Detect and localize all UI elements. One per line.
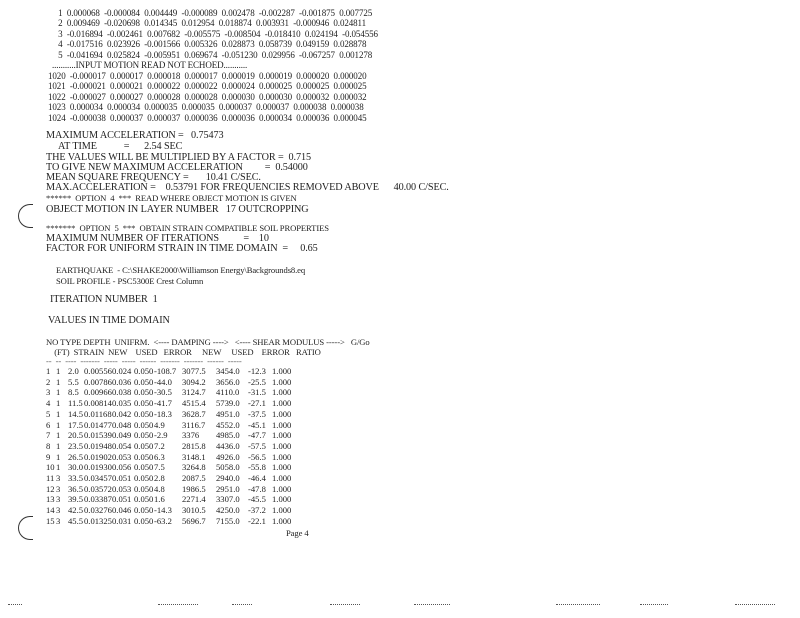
cell-soil-type: 1 bbox=[56, 430, 61, 441]
cell-damping-new: 0.024 bbox=[112, 366, 132, 376]
cell-depth: 30.0 bbox=[68, 462, 84, 473]
cell-depth: 33.5 bbox=[68, 473, 84, 483]
cell-strain: 0.01539 bbox=[84, 430, 112, 441]
soil-profile: SOIL PROFILE - PSC5300E Crest Column bbox=[56, 276, 204, 286]
cell-damping-new: 0.035 bbox=[112, 398, 132, 409]
cell-layer-no: 8 bbox=[46, 440, 51, 451]
table-row bbox=[46, 452, 426, 462]
cell-damping-used: 0.050 bbox=[134, 430, 154, 441]
cell-gg0-ratio: 1.000 bbox=[272, 430, 292, 441]
cell-damping-used: 0.050 bbox=[134, 387, 154, 398]
cell-modulus-new: 3628.7 bbox=[182, 408, 206, 419]
cell-soil-type: 1 bbox=[56, 408, 61, 419]
cell-strain: 0.01930 bbox=[84, 462, 112, 473]
values-in-time-domain: VALUES IN TIME DOMAIN bbox=[48, 315, 170, 326]
cell-modulus-error: -37.2 bbox=[248, 505, 266, 516]
data-line: 1 0.000068 -0.000084 0.004449 -0.000089 0.002478 -0.002287 -0.001875 0.007725 bbox=[56, 8, 373, 18]
scan-speckle bbox=[330, 604, 360, 607]
table-row bbox=[46, 398, 426, 408]
cell-modulus-used: 2951.0 bbox=[216, 483, 240, 494]
cell-damping-new: 0.038 bbox=[112, 387, 132, 398]
cell-modulus-error: -45.5 bbox=[248, 494, 266, 505]
cell-gg0-ratio: 1.000 bbox=[272, 376, 292, 387]
cell-layer-no: 7 bbox=[46, 430, 51, 441]
cell-modulus-used: 3307.0 bbox=[216, 494, 240, 505]
cell-damping-error: -108.7 bbox=[154, 366, 177, 376]
cell-depth: 5.5 bbox=[68, 376, 79, 387]
uniform-strain-factor: FACTOR FOR UNIFORM STRAIN IN TIME DOMAIN = 0.65 bbox=[46, 243, 318, 254]
table-row bbox=[46, 505, 426, 515]
punch-hole-mark bbox=[18, 516, 33, 540]
option-5-title: ******* OPTION 5 *** OBTAIN STRAIN COMPATIBLE SOIL PROPERTIES bbox=[46, 223, 329, 233]
earthquake-file: EARTHQUAKE - C:\SHAKE2000\Williamson Energy\Backgrounds8.eq bbox=[56, 265, 306, 275]
at-time: AT TIME = 2.54 SEC bbox=[58, 141, 183, 152]
data-line: 5 -0.041694 0.025824 -0.005951 0.069674 -0.051230 0.029956 -0.067257 0.001278 bbox=[56, 49, 373, 60]
cell-layer-no: 4 bbox=[46, 398, 51, 409]
cell-modulus-used: 4552.0 bbox=[216, 419, 240, 430]
cell-damping-new: 0.046 bbox=[112, 505, 132, 516]
cell-depth: 2.0 bbox=[68, 366, 79, 376]
cell-modulus-new: 4515.4 bbox=[182, 398, 206, 409]
cell-damping-new: 0.042 bbox=[112, 408, 132, 419]
cell-strain: 0.01902 bbox=[84, 451, 112, 462]
cell-modulus-used: 4926.0 bbox=[216, 451, 240, 462]
cell-damping-error: -18.3 bbox=[154, 408, 172, 419]
cell-damping-new: 0.049 bbox=[112, 430, 132, 441]
cell-damping-error: -2.9 bbox=[154, 430, 168, 441]
cell-depth: 20.5 bbox=[68, 430, 84, 441]
scan-speckle bbox=[158, 604, 198, 607]
punch-hole-mark bbox=[18, 204, 33, 228]
cell-strain: 0.00814 bbox=[84, 398, 112, 409]
max-iterations: MAXIMUM NUMBER OF ITERATIONS = 10 bbox=[46, 233, 269, 244]
table-row bbox=[46, 462, 426, 472]
cell-modulus-error: -22.1 bbox=[248, 515, 266, 526]
scan-speckle bbox=[232, 604, 252, 607]
cell-soil-type: 1 bbox=[56, 366, 61, 376]
cell-strain: 0.01168 bbox=[84, 408, 112, 419]
cell-layer-no: 5 bbox=[46, 408, 51, 419]
cell-strain: 0.03276 bbox=[84, 505, 112, 516]
cell-soil-type: 1 bbox=[56, 419, 61, 430]
cell-damping-error: -41.7 bbox=[154, 398, 172, 409]
cell-gg0-ratio: 1.000 bbox=[272, 419, 292, 430]
table-row bbox=[46, 430, 426, 440]
cell-damping-error: 4.9 bbox=[154, 419, 165, 430]
cell-modulus-new: 3376 bbox=[182, 430, 200, 441]
table-row bbox=[46, 366, 426, 376]
cell-modulus-error: -25.5 bbox=[248, 376, 266, 387]
cell-soil-type: 1 bbox=[56, 376, 61, 387]
scan-speckle bbox=[640, 604, 668, 607]
cell-modulus-error: -12.3 bbox=[248, 366, 266, 376]
cell-strain: 0.00786 bbox=[84, 376, 112, 387]
cell-depth: 11.5 bbox=[68, 398, 83, 409]
cell-depth: 14.5 bbox=[68, 408, 84, 419]
table-row bbox=[46, 516, 426, 526]
table-row bbox=[46, 484, 426, 494]
cell-strain: 0.01948 bbox=[84, 440, 112, 451]
data-line: 3 -0.016894 -0.002461 0.007682 -0.005575 -0.008504 -0.018410 0.024194 -0.054556 bbox=[56, 28, 378, 39]
mean-square-frequency: MEAN SQUARE FREQUENCY = 10.41 C/SEC. bbox=[46, 172, 261, 183]
cell-modulus-used: 7155.0 bbox=[216, 515, 240, 526]
cell-modulus-used: 3656.0 bbox=[216, 376, 240, 387]
cell-soil-type: 3 bbox=[56, 494, 61, 505]
max-acceleration: MAXIMUM ACCELERATION = 0.75473 bbox=[46, 130, 224, 141]
cell-soil-type: 1 bbox=[56, 451, 61, 462]
cell-layer-no: 2 bbox=[46, 376, 51, 387]
cell-damping-used: 0.050 bbox=[134, 398, 154, 409]
cell-strain: 0.00556 bbox=[84, 366, 112, 376]
cell-damping-new: 0.051 bbox=[112, 473, 132, 483]
table-row bbox=[46, 387, 426, 397]
cell-damping-used: 0.050 bbox=[134, 473, 154, 483]
cell-soil-type: 3 bbox=[56, 483, 61, 494]
data-line: 1022 -0.000027 0.000027 0.000028 0.000028 0.000030 0.000030 0.000032 0.000032 bbox=[48, 91, 367, 102]
cell-strain: 0.00966 bbox=[84, 387, 112, 398]
cell-modulus-new: 2087.5 bbox=[182, 473, 206, 483]
data-line: 2 0.009469 -0.020698 0.014345 0.012954 0.018874 0.003931 -0.000946 0.024811 bbox=[56, 18, 367, 29]
cell-strain: 0.03387 bbox=[84, 494, 112, 505]
cell-gg0-ratio: 1.000 bbox=[272, 366, 292, 376]
cell-damping-used: 0.050 bbox=[134, 376, 154, 387]
cell-modulus-new: 3010.5 bbox=[182, 505, 206, 516]
cell-depth: 42.5 bbox=[68, 505, 84, 516]
table-row bbox=[46, 377, 426, 387]
cell-modulus-new: 3077.5 bbox=[182, 366, 206, 376]
table-row bbox=[46, 409, 426, 419]
table-row bbox=[46, 420, 426, 430]
cell-soil-type: 3 bbox=[56, 515, 61, 526]
table-header-rule: -- -- ---- ------- ----- ----- ------ ------- ------- ------ ----- bbox=[46, 356, 242, 366]
cell-modulus-error: -56.5 bbox=[248, 451, 266, 462]
cell-depth: 8.5 bbox=[68, 387, 79, 398]
cell-depth: 26.5 bbox=[68, 451, 84, 462]
cell-layer-no: 13 bbox=[46, 494, 55, 505]
cell-modulus-used: 4110.0 bbox=[216, 387, 240, 398]
data-line: 1021 -0.000021 0.000021 0.000022 0.000022 0.000024 0.000025 0.000025 0.000025 bbox=[48, 81, 367, 92]
cell-modulus-error: -46.4 bbox=[248, 473, 266, 483]
cell-layer-no: 11 bbox=[46, 473, 55, 483]
cell-damping-new: 0.053 bbox=[112, 451, 132, 462]
results-table-body bbox=[46, 366, 426, 526]
data-line: 1023 0.000034 0.000034 0.000035 0.000035 0.000037 0.000037 0.000038 0.000038 bbox=[48, 102, 364, 113]
cell-strain: 0.03572 bbox=[84, 483, 112, 494]
cell-damping-used: 0.050 bbox=[134, 451, 154, 462]
cell-damping-error: -63.2 bbox=[154, 515, 172, 526]
cell-gg0-ratio: 1.000 bbox=[272, 398, 292, 409]
cell-strain: 0.01325 bbox=[84, 515, 112, 526]
cell-layer-no: 3 bbox=[46, 387, 51, 398]
cell-modulus-error: -45.1 bbox=[248, 419, 266, 430]
scan-speckle bbox=[735, 604, 775, 607]
cell-modulus-new: 2815.8 bbox=[182, 440, 206, 451]
cell-damping-used: 0.050 bbox=[134, 419, 154, 430]
cell-modulus-error: -31.5 bbox=[248, 387, 266, 398]
cell-modulus-error: -47.8 bbox=[248, 483, 266, 494]
cell-damping-error: 7.5 bbox=[154, 462, 165, 473]
cell-damping-error: -44.0 bbox=[154, 376, 172, 387]
cell-damping-error: -30.5 bbox=[154, 387, 172, 398]
table-header-2: (FT) STRAIN NEW USED ERROR NEW USED ERROR RATIO bbox=[46, 347, 321, 357]
new-max-acceleration: TO GIVE NEW MAXIMUM ACCELERATION = 0.54000 bbox=[46, 162, 308, 173]
cell-modulus-new: 1986.5 bbox=[182, 483, 206, 494]
cell-gg0-ratio: 1.000 bbox=[272, 494, 292, 505]
cell-layer-no: 9 bbox=[46, 451, 51, 462]
cell-damping-used: 0.050 bbox=[134, 440, 154, 451]
cell-modulus-used: 4436.0 bbox=[216, 440, 240, 451]
cell-damping-error: -14.3 bbox=[154, 505, 172, 516]
object-motion-layer: OBJECT MOTION IN LAYER NUMBER 17 OUTCROPPING bbox=[46, 204, 309, 215]
cell-gg0-ratio: 1.000 bbox=[272, 515, 292, 526]
cell-depth: 45.5 bbox=[68, 515, 84, 526]
cell-gg0-ratio: 1.000 bbox=[272, 473, 292, 483]
table-header-1: NO TYPE DEPTH UNIFRM. <---- DAMPING ----> <---- SHEAR MODULUS -----> G/Go bbox=[46, 337, 370, 347]
option-4-title: ****** OPTION 4 *** READ WHERE OBJECT MOTION IS GIVEN bbox=[46, 193, 297, 203]
cell-modulus-error: -37.5 bbox=[248, 408, 266, 419]
cell-soil-type: 3 bbox=[56, 505, 61, 516]
cell-modulus-used: 2940.0 bbox=[216, 473, 240, 483]
cell-modulus-error: -27.1 bbox=[248, 398, 266, 409]
cell-layer-no: 1 bbox=[46, 366, 51, 376]
cell-modulus-used: 4985.0 bbox=[216, 430, 240, 441]
cell-modulus-new: 3264.8 bbox=[182, 462, 206, 473]
cell-damping-new: 0.054 bbox=[112, 440, 132, 451]
cell-gg0-ratio: 1.000 bbox=[272, 462, 292, 473]
data-line: 1020 -0.000017 0.000017 0.000018 0.000017 0.000019 0.000019 0.000020 0.000020 bbox=[48, 71, 367, 81]
cell-gg0-ratio: 1.000 bbox=[272, 440, 292, 451]
cell-modulus-used: 4951.0 bbox=[216, 408, 240, 419]
cell-damping-new: 0.031 bbox=[112, 515, 132, 526]
cell-modulus-new: 3148.1 bbox=[182, 451, 206, 462]
cell-layer-no: 6 bbox=[46, 419, 51, 430]
cell-damping-new: 0.036 bbox=[112, 376, 132, 387]
cell-layer-no: 15 bbox=[46, 515, 55, 526]
cell-damping-error: 4.8 bbox=[154, 483, 165, 494]
cell-damping-error: 1.6 bbox=[154, 494, 165, 505]
cell-damping-new: 0.048 bbox=[112, 419, 132, 430]
scan-speckle bbox=[414, 604, 450, 607]
frequencies-removed: MAX.ACCELERATION = 0.53791 FOR FREQUENCIES REMOVED ABOVE 40.00 C/SEC. bbox=[46, 182, 449, 193]
cell-damping-used: 0.050 bbox=[134, 366, 154, 376]
cell-soil-type: 1 bbox=[56, 398, 61, 409]
cell-damping-used: 0.050 bbox=[134, 494, 154, 505]
page-label: Page 4 bbox=[286, 528, 309, 538]
cell-modulus-used: 5058.0 bbox=[216, 462, 240, 473]
cell-modulus-new: 2271.4 bbox=[182, 494, 206, 505]
cell-damping-used: 0.050 bbox=[134, 515, 154, 526]
cell-damping-new: 0.053 bbox=[112, 483, 132, 494]
cell-damping-used: 0.050 bbox=[134, 408, 154, 419]
cell-soil-type: 1 bbox=[56, 462, 61, 473]
cell-strain: 0.01477 bbox=[84, 419, 112, 430]
cell-depth: 17.5 bbox=[68, 419, 84, 430]
cell-gg0-ratio: 1.000 bbox=[272, 505, 292, 516]
data-line: 4 -0.017516 0.023926 -0.001566 0.005326 0.028873 0.058739 0.049159 0.028878 bbox=[56, 39, 367, 50]
cell-modulus-new: 3124.7 bbox=[182, 387, 206, 398]
cell-gg0-ratio: 1.000 bbox=[272, 387, 292, 398]
cell-strain: 0.03457 bbox=[84, 473, 112, 483]
cell-modulus-new: 3116.7 bbox=[182, 419, 206, 430]
multiplied-factor: THE VALUES WILL BE MULTIPLIED BY A FACTOR = 0.715 bbox=[46, 152, 311, 163]
cell-modulus-used: 3454.0 bbox=[216, 366, 240, 376]
cell-damping-error: 7.2 bbox=[154, 440, 165, 451]
table-row bbox=[46, 473, 426, 483]
cell-damping-error: 6.3 bbox=[154, 451, 165, 462]
cell-depth: 39.5 bbox=[68, 494, 84, 505]
iteration-number: ITERATION NUMBER 1 bbox=[50, 294, 158, 305]
table-row bbox=[46, 441, 426, 451]
table-row bbox=[46, 494, 426, 504]
cell-soil-type: 1 bbox=[56, 440, 61, 451]
cell-modulus-used: 4250.0 bbox=[216, 505, 240, 516]
cell-depth: 36.5 bbox=[68, 483, 84, 494]
cell-soil-type: 1 bbox=[56, 387, 61, 398]
cell-modulus-new: 3094.2 bbox=[182, 376, 206, 387]
cell-gg0-ratio: 1.000 bbox=[272, 408, 292, 419]
cell-gg0-ratio: 1.000 bbox=[272, 451, 292, 462]
cell-modulus-error: -57.5 bbox=[248, 440, 266, 451]
cell-damping-new: 0.056 bbox=[112, 462, 132, 473]
data-line: 1024 -0.000038 0.000037 0.000037 0.000036 0.000036 0.000034 0.000036 0.000045 bbox=[48, 112, 367, 123]
cell-soil-type: 3 bbox=[56, 473, 61, 483]
cell-damping-used: 0.050 bbox=[134, 483, 154, 494]
scan-speckle bbox=[556, 604, 600, 607]
cell-gg0-ratio: 1.000 bbox=[272, 483, 292, 494]
scan-speckle bbox=[8, 604, 22, 607]
cell-layer-no: 12 bbox=[46, 483, 55, 494]
cell-damping-used: 0.050 bbox=[134, 462, 154, 473]
cell-modulus-error: -55.8 bbox=[248, 462, 266, 473]
input-not-echoed-note: ...........INPUT MOTION READ NOT ECHOED........... bbox=[52, 60, 248, 70]
cell-modulus-error: -47.7 bbox=[248, 430, 266, 441]
cell-damping-error: 2.8 bbox=[154, 473, 165, 483]
cell-modulus-used: 5739.0 bbox=[216, 398, 240, 409]
cell-damping-used: 0.050 bbox=[134, 505, 154, 516]
cell-layer-no: 14 bbox=[46, 505, 55, 516]
cell-layer-no: 10 bbox=[46, 462, 55, 473]
cell-modulus-new: 5696.7 bbox=[182, 515, 206, 526]
cell-damping-new: 0.051 bbox=[112, 494, 132, 505]
cell-depth: 23.5 bbox=[68, 440, 84, 451]
